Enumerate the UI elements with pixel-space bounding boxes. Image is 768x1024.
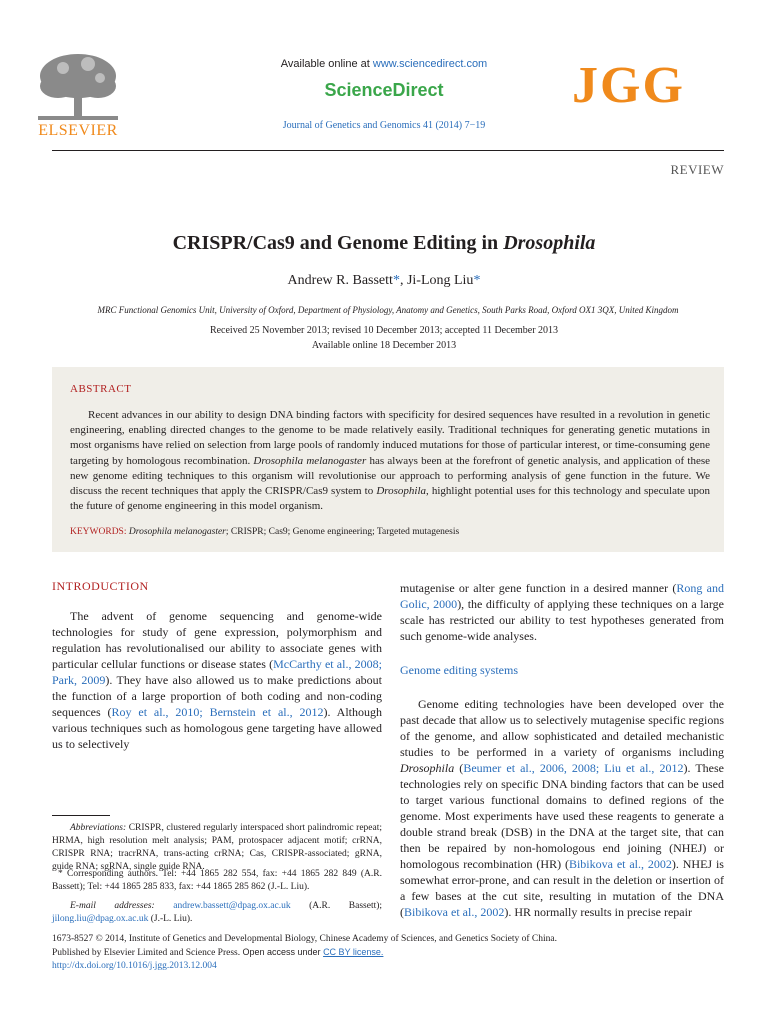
- footnote-corresponding: * Corresponding authors. Tel: +44 1865 282 554, fax: +44 1865 282 849 (A.R. Bassett); Tel: +44 1865 285 833, fax: +44 1865 285 862 (J.-L. Liu).: [52, 869, 382, 892]
- footnote-emails: [52, 900, 382, 926]
- author-1-correspondence-link[interactable]: *: [392, 273, 400, 288]
- intro-continuation: [400, 580, 724, 644]
- email-owner: (A.R. Bassett);: [290, 901, 383, 911]
- article-title: [0, 232, 768, 255]
- author-separator: ,: [399, 273, 407, 288]
- abstract-part-3: , highlight potential uses for this technology and speculate upon the future of genome engineering in this model organism.: [70, 485, 710, 513]
- author-2: Ji-Long Liu: [406, 273, 474, 288]
- right-text-2: ), the difficulty of applying these techniques on a large scale has restricted our ability to test hypotheses generated from such genome-wide analyses.: [400, 597, 724, 643]
- abstract-text: [70, 408, 710, 514]
- ge-text-2: ). These technologies rely on specific DNA binding factors that can be used to target various functional domains to defined regions of the genome. Most experiments have used these reagents to generate a double strand break (DSB) in the DNA at the target site, that can then be repaired by non-homologous end joining (NHEJ) or homologous recombination (HR) (: [400, 761, 725, 871]
- available-prefix: Available online at: [280, 58, 373, 70]
- doi-link[interactable]: http://dx.doi.org/10.1016/j.jgg.2013.12.004: [52, 961, 217, 971]
- genome-editing-heading: Genome editing systems: [400, 663, 518, 677]
- dates-online: Available online 18 December 2013: [311, 340, 457, 351]
- email-link[interactable]: jilong.liu@dpag.ox.ac.uk: [52, 914, 149, 924]
- author-list: [0, 273, 768, 289]
- abstract-genus: Drosophila: [376, 485, 427, 498]
- abstract-species: Drosophila melanogaster: [253, 454, 367, 467]
- title-italic: Drosophila: [503, 232, 596, 254]
- citation-link[interactable]: Beumer et al., 2006, 2008; Liu et al., 2012: [463, 761, 684, 775]
- intro-heading: INTRODUCTION: [52, 579, 149, 593]
- sciencedirect-url-link[interactable]: www.sciencedirect.com: [372, 58, 488, 70]
- journal-reference-link[interactable]: Journal of Genetics and Genomics 41 (2014) 7−19: [282, 120, 486, 131]
- citation-link[interactable]: Roy et al., 2010; Bernstein et al., 2012: [111, 705, 324, 719]
- sciencedirect-logo: ScienceDirect: [324, 80, 444, 100]
- intro-text-2: ). They have also allowed us to make predictions about the function of a large proportion of both coding and non-coding sequences (: [52, 673, 382, 719]
- citation-link[interactable]: Bibikova et al., 2002: [404, 905, 505, 919]
- intro-text-3: ). Although various techniques such as homologous gene targeting have allowed us to selectively: [52, 705, 383, 751]
- header-divider: [52, 150, 724, 151]
- footnote-abbreviations: [52, 822, 382, 874]
- author-2-correspondence-link[interactable]: *: [473, 273, 481, 288]
- published-by: Published by Elsevier Limited and Science Press.: [52, 948, 243, 958]
- keywords-label: KEYWORDS:: [70, 527, 127, 537]
- citation-link[interactable]: Bibikova et al., 2002: [568, 857, 672, 871]
- affiliation: MRC Functional Genomics Unit, University of Oxford, Department of Physiology, Anatomy and Genetics, South Parks Road, Oxford OX1 3QX, United Kingdom: [97, 305, 679, 315]
- ge-text-3: ). NHEJ is somewhat error-prone, and can result in the deletion or insertion of a few bases at the cut site, resulting in mutation of the DNA (: [400, 857, 724, 919]
- intro-text-1: The advent of genome sequencing and genome-wide technologies for study of gene expression, polymorphism and regulation has revolutionalised our ability to associate genes with particular cellular functions or disease states (: [52, 609, 382, 671]
- copyright-line: 1673-8527 © 2014, Institute of Genetics and Developmental Biology, Chinese Academy of Sciences, and Genetics Society of China.: [52, 934, 557, 944]
- keywords-species: Drosophila melanogaster: [128, 527, 226, 537]
- author-1: Andrew R. Bassett: [287, 273, 393, 288]
- abstract-heading: ABSTRACT: [70, 383, 132, 395]
- jgg-logo: JGG: [572, 57, 685, 114]
- article-dates: [0, 323, 768, 353]
- keywords: [70, 527, 710, 537]
- abbreviations-label: Abbreviations:: [70, 823, 127, 833]
- publisher-line: [52, 946, 724, 960]
- article-type: REVIEW: [670, 162, 724, 177]
- ge-text-4: ). HR normally results in precise repair: [504, 905, 692, 919]
- email-label: E-mail addresses:: [70, 901, 155, 911]
- citation-link[interactable]: McCarthy et al., 2008; Park, 2009: [52, 657, 382, 687]
- abstract-part-1: Recent advances in our ability to design DNA binding factors with specificity for desired sequences have resulted in a revolution in genetic engineering, enabling directed changes to the genome to be made relatively easily. Traditional techniques for generating genetic mutations in most organisms have relied on selection from large pools of randomly induced mutations for those of particular interest, or time-consuming gene targeting by homologous recombination.: [70, 409, 710, 467]
- footnote-divider: [52, 815, 110, 816]
- dates-received: Received 25 November 2013; revised 10 December 2013; accepted 11 December 2013: [209, 325, 559, 336]
- email-owner: (J.-L. Liu).: [148, 914, 193, 924]
- publisher-name: ELSEVIER: [38, 122, 118, 139]
- citation-link[interactable]: Rong and Golic, 2000: [400, 581, 724, 611]
- abstract-part-2: has always been at the forefront of genetic analysis, and application of these new genome editing techniques to this organism will revolutionise our approach to performing analysis of gene function in the future. We discuss the recent techniques that apply the CRISPR/Cas9 system to: [70, 454, 711, 498]
- email-link[interactable]: andrew.bassett@dpag.ox.ac.uk: [173, 901, 291, 911]
- right-text-1: mutagenise or alter gene function in a desired manner (: [400, 581, 677, 595]
- intro-paragraph: [52, 608, 382, 752]
- license-link[interactable]: CC BY license.: [323, 947, 384, 957]
- title-main: CRISPR/Cas9 and Genome Editing in: [172, 232, 504, 254]
- ge-text-1: Genome editing technologies have been developed over the past decade that allow us to selectively mutagenise specific regions of the genome, and allow sophisticated and detailed mechanistic studies to be performed in a variety of organisms including: [400, 697, 724, 759]
- abbreviations-text: CRISPR, clustered regularly interspaced short palindromic repeat; HRMA, high resolution melt analysis; PAM, protospacer adjacent motif; crRNA, CRISPR RNA; tracrRNA, trans-acting crRNA; Cas, CRISPR-associated; gRNA, guide RNA; sgRNA, single guide RNA.: [52, 823, 382, 872]
- genome-editing-paragraph: [400, 696, 724, 920]
- ge-genus: Drosophila: [400, 761, 455, 775]
- keywords-rest: ; CRISPR; Cas9; Genome engineering; Targeted mutagenesis: [225, 527, 460, 537]
- page-footer: [52, 933, 724, 973]
- open-access-label: Open access under: [242, 947, 324, 957]
- ge-text-1b: (: [454, 761, 464, 775]
